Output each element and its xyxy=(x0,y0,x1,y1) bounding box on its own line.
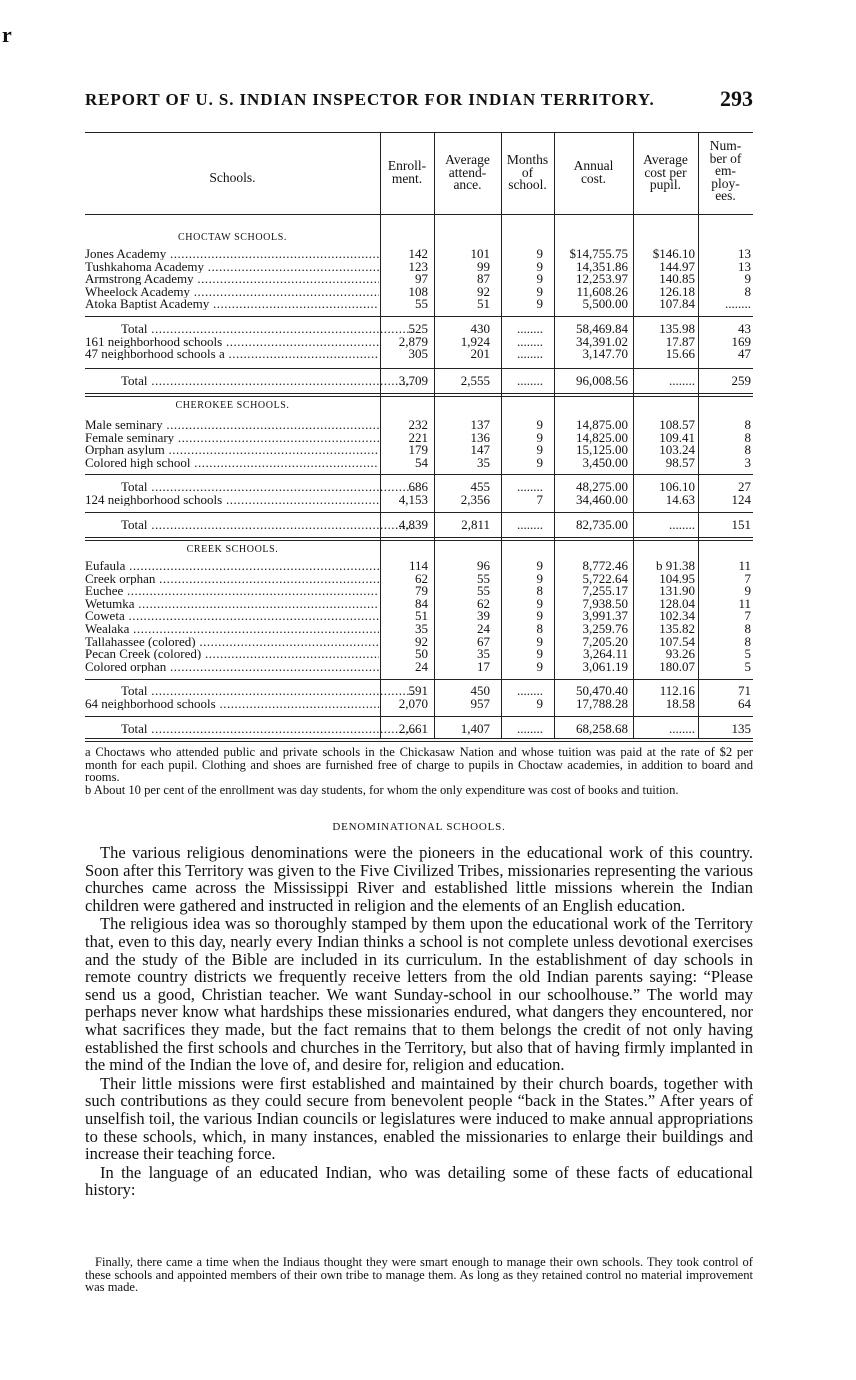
double-rule xyxy=(85,393,753,394)
table-cell: 67 xyxy=(477,633,490,649)
table-cell: 9 xyxy=(536,296,543,312)
school-name: Tushkahoma Academy ..... xyxy=(85,260,379,273)
table-cell: 5,500.00 xyxy=(582,296,628,312)
header-bottom-rule xyxy=(85,214,753,215)
school-name: Total ..... xyxy=(85,322,415,335)
double-rule xyxy=(85,540,753,541)
table-cell: 430 xyxy=(470,321,490,336)
table-cell: 9 xyxy=(536,570,543,586)
column-header: Enroll- ment. xyxy=(387,158,427,186)
school-name: 64 neighborhood schools ..... xyxy=(85,697,379,710)
subtotal-rule xyxy=(85,316,753,317)
total-rule xyxy=(85,716,753,717)
table-cell: 99 xyxy=(477,258,490,274)
table-cell: 14,825.00 xyxy=(576,429,628,445)
table-cell: 3 xyxy=(744,454,751,470)
table-cell: 8 xyxy=(744,442,751,458)
table-cell: 4,839 xyxy=(398,517,428,532)
table-cell: 17.87 xyxy=(665,333,695,349)
table-cell xyxy=(501,347,543,360)
school-name: Wheelock Academy ..... xyxy=(85,285,379,298)
table-cell: 5 xyxy=(744,646,751,662)
section-title: CREEK SCHOOLS. xyxy=(186,544,279,555)
table-cell: 55 xyxy=(477,583,490,599)
column-header: Num- ber of em- ploy- ees. xyxy=(709,138,742,203)
table-cell: 108.57 xyxy=(659,417,695,432)
table-cell: 142 xyxy=(408,246,428,261)
page-title: REPORT OF U. S. INDIAN INSPECTOR FOR INDIAN TERRITORY. xyxy=(85,90,655,109)
table-row xyxy=(85,660,753,673)
table-cell xyxy=(633,518,695,531)
table-cell: 9 xyxy=(536,258,543,274)
table-cell: 591 xyxy=(408,683,428,698)
table-row xyxy=(85,493,753,506)
table-cell: 3,709 xyxy=(398,373,428,388)
table-cell: 104.95 xyxy=(659,570,695,586)
school-name: Euchee ..... xyxy=(85,584,379,597)
table-cell: 17 xyxy=(477,658,490,674)
total-row xyxy=(85,374,753,387)
table-cell: 17,788.28 xyxy=(576,695,628,711)
column-header: Months of school. xyxy=(506,152,549,192)
table-cell: 82,735.00 xyxy=(576,517,628,532)
school-name: Colored orphan ..... xyxy=(85,660,379,673)
table-cell: 93.26 xyxy=(665,646,695,662)
subtotal-rule xyxy=(85,474,753,475)
body-text xyxy=(85,844,753,1200)
subtotal-rule xyxy=(85,679,753,680)
school-name: Coweta ..... xyxy=(85,609,379,622)
table-cell: 107.84 xyxy=(659,296,695,312)
table-cell: 7 xyxy=(536,491,543,507)
column-header: Average attend- ance. xyxy=(445,152,490,192)
column-header: Average cost per pupil. xyxy=(643,152,688,192)
table-cell: $14,755.75 xyxy=(569,246,628,261)
footnote-a: a Choctaws who attended public and private schools in the Chickasaw Nation and whose tuition was paid at the rate of $2 per month for each pupil. Clothing and shoes are furnished free of charge to pupils in Choctaw academies, in addition to board and rooms. xyxy=(85,745,753,785)
table-cell: 112.16 xyxy=(659,683,695,698)
table-cell: 124 xyxy=(731,491,751,507)
table-cell: 109.41 xyxy=(659,429,695,445)
table-cell: 9 xyxy=(536,417,543,432)
table-row xyxy=(85,297,753,310)
table-cell: 9 xyxy=(744,271,751,287)
table-cell: 144.97 xyxy=(659,258,695,274)
school-name: Total ..... xyxy=(85,518,415,531)
table-cell: 64 xyxy=(738,695,751,711)
table-cell: 96 xyxy=(477,558,490,573)
table-cell: 24 xyxy=(415,658,428,674)
table-cell: 151 xyxy=(731,517,751,532)
table-cell: 24 xyxy=(477,621,490,636)
table-cell: 9 xyxy=(536,646,543,662)
table-cell: 58,469.84 xyxy=(576,321,628,336)
table-cell: 3,991.37 xyxy=(582,608,628,624)
table-cell: 43 xyxy=(738,321,751,336)
table-cell xyxy=(501,518,543,531)
table-cell: 84 xyxy=(415,595,428,611)
table-cell: 3,264.11 xyxy=(582,646,628,662)
table-cell: 102.34 xyxy=(659,608,695,624)
table-cell: 11 xyxy=(738,558,751,573)
school-name: Eufaula ..... xyxy=(85,559,379,572)
table-cell: 180.07 xyxy=(659,658,695,674)
table-cell: 2,555 xyxy=(460,373,490,388)
footnote-b: b About 10 per cent of the enrollment was day students, for whom the only expenditure was cost of books and tuition. xyxy=(85,782,679,797)
table-cell: 123 xyxy=(408,258,428,274)
table-cell: 8 xyxy=(536,583,543,599)
school-name: Total ..... xyxy=(85,374,415,387)
table-cell: 126.18 xyxy=(659,283,695,299)
table-cell: 3,147.70 xyxy=(582,346,628,362)
table-cell: 9 xyxy=(536,558,543,573)
table-cell: 9 xyxy=(536,271,543,287)
paragraph: The religious idea was so thoroughly stamped by them upon the educational work of the Territory that, even to this day, nearly every Indian thinks a school is not complete unless devotional exercises and the study of the Bible are included in its curriculum. In the establishment of day schools in remote country districts we frequently receive letters from the old Indian parents saying: “Please send us a good, Christian teacher. We want Sunday-school in our schoolhouse.” The world may perhaps never know what hardships these missionaries endured, what dangers they encountered, nor what sacrifices they made, but the fact remains that to them belongs the credit of not only having established the first schools and churches in the Territory, but also that of having firmly implanted in the mind of the Indian the love of, and desire for, religion and education. xyxy=(85,914,753,1075)
table-cell xyxy=(501,374,543,387)
table-cell: $146.10 xyxy=(652,246,695,261)
table-cell: 11,608.26 xyxy=(576,283,628,299)
table-cell: 108 xyxy=(408,283,428,299)
table-cell: 259 xyxy=(731,373,751,388)
table-cell: 8 xyxy=(744,633,751,649)
school-name: Total ..... xyxy=(85,480,415,493)
table-cell: 103.24 xyxy=(659,442,695,458)
table-cell: 98.57 xyxy=(665,454,695,470)
table-cell: 137 xyxy=(470,417,490,432)
total-row xyxy=(85,722,753,735)
table-cell: 106.10 xyxy=(659,479,695,494)
table-cell: b 91.38 xyxy=(656,558,695,573)
table-cell: 96,008.56 xyxy=(576,373,628,388)
column-header: Schools. xyxy=(209,170,256,185)
table-cell: 79 xyxy=(415,583,428,599)
school-name: Orphan asylum ..... xyxy=(85,443,379,456)
table-cell: 455 xyxy=(470,479,490,494)
double-rule xyxy=(85,537,753,538)
table-cell: 48,275.00 xyxy=(576,479,628,494)
table-cell: 62 xyxy=(477,595,490,611)
table-footnotes xyxy=(85,746,753,796)
table-row xyxy=(85,456,753,469)
table-cell: 15,125.00 xyxy=(576,442,628,458)
school-name: Tallahassee (colored) ..... xyxy=(85,635,379,648)
table-cell: 525 xyxy=(408,321,428,336)
table-cell: 136 xyxy=(470,429,490,445)
table-cell: 135 xyxy=(731,721,751,736)
double-rule xyxy=(85,396,753,397)
table-cell: 9 xyxy=(536,442,543,458)
table-row xyxy=(85,697,753,710)
table-cell: 11 xyxy=(738,595,751,611)
table-cell: 1,924 xyxy=(460,333,490,349)
table-cell: 8,772.46 xyxy=(582,558,628,573)
table-cell: 7,938.50 xyxy=(582,595,628,611)
table-cell: 169 xyxy=(731,333,751,349)
table-cell: 87 xyxy=(477,271,490,287)
block-quote xyxy=(85,1256,753,1294)
table-cell: 68,258.68 xyxy=(576,721,628,736)
section-title: CHOCTAW SCHOOLS. xyxy=(178,232,287,243)
table-cell: 14,351.86 xyxy=(576,258,628,274)
table-cell: 3,061.19 xyxy=(582,658,628,674)
table-cell: 9 xyxy=(536,429,543,445)
table-cell: 201 xyxy=(470,346,490,362)
table-cell: 2,879 xyxy=(398,333,428,349)
school-name: Colored high school ..... xyxy=(85,456,379,469)
corner-mark: r xyxy=(2,22,12,47)
table-cell: 8 xyxy=(744,283,751,299)
school-name: Creek orphan ..... xyxy=(85,572,379,585)
table-cell: 12,253.97 xyxy=(576,271,628,287)
section-heading: DENOMINATIONAL SCHOOLS. xyxy=(332,821,506,833)
double-rule xyxy=(85,738,753,739)
table-cell: 101 xyxy=(470,246,490,261)
table-cell: 232 xyxy=(408,417,428,432)
table-cell: 8 xyxy=(744,621,751,636)
table-cell: 140.85 xyxy=(659,271,695,287)
school-name: Armstrong Academy ..... xyxy=(85,272,379,285)
table-cell: 114 xyxy=(408,558,428,573)
table-cell: 9 xyxy=(744,583,751,599)
total-rule xyxy=(85,368,753,369)
table-cell: 27 xyxy=(738,479,751,494)
table-cell: 8 xyxy=(744,429,751,445)
table-cell: 5 xyxy=(744,658,751,674)
schools-table xyxy=(85,132,753,744)
table-cell: 15.66 xyxy=(665,346,695,362)
table-cell: 54 xyxy=(415,454,428,470)
table-cell: 9 xyxy=(536,283,543,299)
table-cell: 2,356 xyxy=(460,491,490,507)
table-cell: 62 xyxy=(415,570,428,586)
table-cell: 14.63 xyxy=(665,491,695,507)
table-cell: 3,259.76 xyxy=(582,621,628,636)
table-cell: 35 xyxy=(477,646,490,662)
table-cell: 107.54 xyxy=(659,633,695,649)
table-cell: 3,450.00 xyxy=(582,454,628,470)
table-cell: 50,470.40 xyxy=(576,683,628,698)
table-cell: 450 xyxy=(470,683,490,698)
school-name: 161 neighborhood schools ..... xyxy=(85,335,379,348)
paragraph: Their little missions were first established and maintained by their church boards, together with such contributions as they could secure from benevolent people “back in the States.” After years of unselfish toil, the various Indian councils or legislatures were induced to make annual appropriations to these schools, which, in many instances, enabled the missionaries to enlarge their buildings and increase their teaching force. xyxy=(85,1073,753,1164)
table-cell xyxy=(501,722,543,735)
table-cell: 686 xyxy=(408,479,428,494)
table-cell: 51 xyxy=(415,608,428,624)
table-cell: 1,407 xyxy=(460,721,490,736)
table-cell: 9 xyxy=(536,633,543,649)
table-cell: 2,070 xyxy=(398,695,428,711)
table-cell: 35 xyxy=(477,454,490,470)
total-rule xyxy=(85,512,753,513)
table-cell: 221 xyxy=(408,429,428,445)
table-cell: 131.90 xyxy=(659,583,695,599)
table-cell: 9 xyxy=(536,595,543,611)
table-cell xyxy=(633,722,695,735)
page-number: 293 xyxy=(720,86,753,111)
school-name: Female seminary ..... xyxy=(85,431,379,444)
table-cell: 55 xyxy=(477,570,490,586)
section-title: CHEROKEE SCHOOLS. xyxy=(175,400,290,411)
table-cell: 4,153 xyxy=(398,491,428,507)
table-cell: 7 xyxy=(744,570,751,586)
table-cell: 179 xyxy=(408,442,428,458)
school-name: Wetumka ..... xyxy=(85,597,379,610)
school-name: Wealaka ..... xyxy=(85,622,379,635)
table-cell: 50 xyxy=(415,646,428,662)
school-name: 47 neighborhood schools a ..... xyxy=(85,347,379,360)
table-cell: 51 xyxy=(477,296,490,312)
school-name: Male seminary ..... xyxy=(85,418,379,431)
table-cell: 39 xyxy=(477,608,490,624)
table-cell: 135.82 xyxy=(659,621,695,636)
school-name: Jones Academy ..... xyxy=(85,247,379,260)
school-name: Total ..... xyxy=(85,722,415,735)
table-cell: 2,811 xyxy=(461,517,490,532)
table-cell: 7 xyxy=(744,608,751,624)
quote-text: Finally, there came a time when the Indiaus thought they were smart enough to manage their own schools. They took control of these schools and appointed members of their own tribe to manage them. As long as they retained control no material improvement was made. xyxy=(85,1255,753,1295)
table-top-rule xyxy=(85,132,753,133)
table-cell xyxy=(699,297,751,310)
school-name: Total ..... xyxy=(85,684,415,697)
total-row xyxy=(85,518,753,531)
table-cell: 13 xyxy=(738,258,751,274)
table-cell: 92 xyxy=(415,633,428,649)
table-cell: 8 xyxy=(536,621,543,636)
school-name: Atoka Baptist Academy ..... xyxy=(85,297,379,310)
table-cell: 9 xyxy=(536,695,543,711)
school-name: 124 neighborhood schools ..... xyxy=(85,493,379,506)
table-cell: 13 xyxy=(738,246,751,261)
table-cell: 47 xyxy=(738,346,751,362)
table-cell: 55 xyxy=(415,296,428,312)
table-cell: 71 xyxy=(738,683,751,698)
table-cell: 2,661 xyxy=(398,721,428,736)
table-cell: 305 xyxy=(408,346,428,362)
table-cell: 7,205.20 xyxy=(582,633,628,649)
table-cell: 34,460.00 xyxy=(576,491,628,507)
table-cell: 18.58 xyxy=(665,695,695,711)
table-cell: 7,255.17 xyxy=(582,583,628,599)
table-cell: 5,722.64 xyxy=(582,570,628,586)
table-cell: 957 xyxy=(470,695,490,711)
table-cell: 9 xyxy=(536,246,543,261)
table-cell: 147 xyxy=(470,442,490,458)
table-cell: 9 xyxy=(536,658,543,674)
running-head xyxy=(85,86,753,114)
double-rule xyxy=(85,741,753,742)
table-cell: 128.04 xyxy=(659,595,695,611)
table-cell: 9 xyxy=(536,454,543,470)
table-cell: 14,875.00 xyxy=(576,417,628,432)
school-name: Pecan Creek (colored) ..... xyxy=(85,647,379,660)
table-row xyxy=(85,347,753,360)
table-cell: 34,391.02 xyxy=(576,333,628,349)
table-cell: 92 xyxy=(477,283,490,299)
table-cell: 97 xyxy=(415,271,428,287)
paragraph: In the language of an educated Indian, who was detailing some of these facts of educational history: xyxy=(85,1162,753,1200)
table-cell: 9 xyxy=(536,608,543,624)
table-cell xyxy=(633,374,695,387)
table-cell: 135.98 xyxy=(659,321,695,336)
table-cell: 35 xyxy=(415,621,428,636)
table-cell: 8 xyxy=(744,417,751,432)
paragraph: The various religious denominations were the pioneers in the educational work of this country. Soon after this Territory was given to the Five Civilized Tribes, missionaries representing the various churches came across the Mississippi River and established little missions wherein the Indian children were gathered and instructed in religion and the elements of an English education. xyxy=(85,843,753,915)
column-header: Annual cost. xyxy=(573,158,614,186)
